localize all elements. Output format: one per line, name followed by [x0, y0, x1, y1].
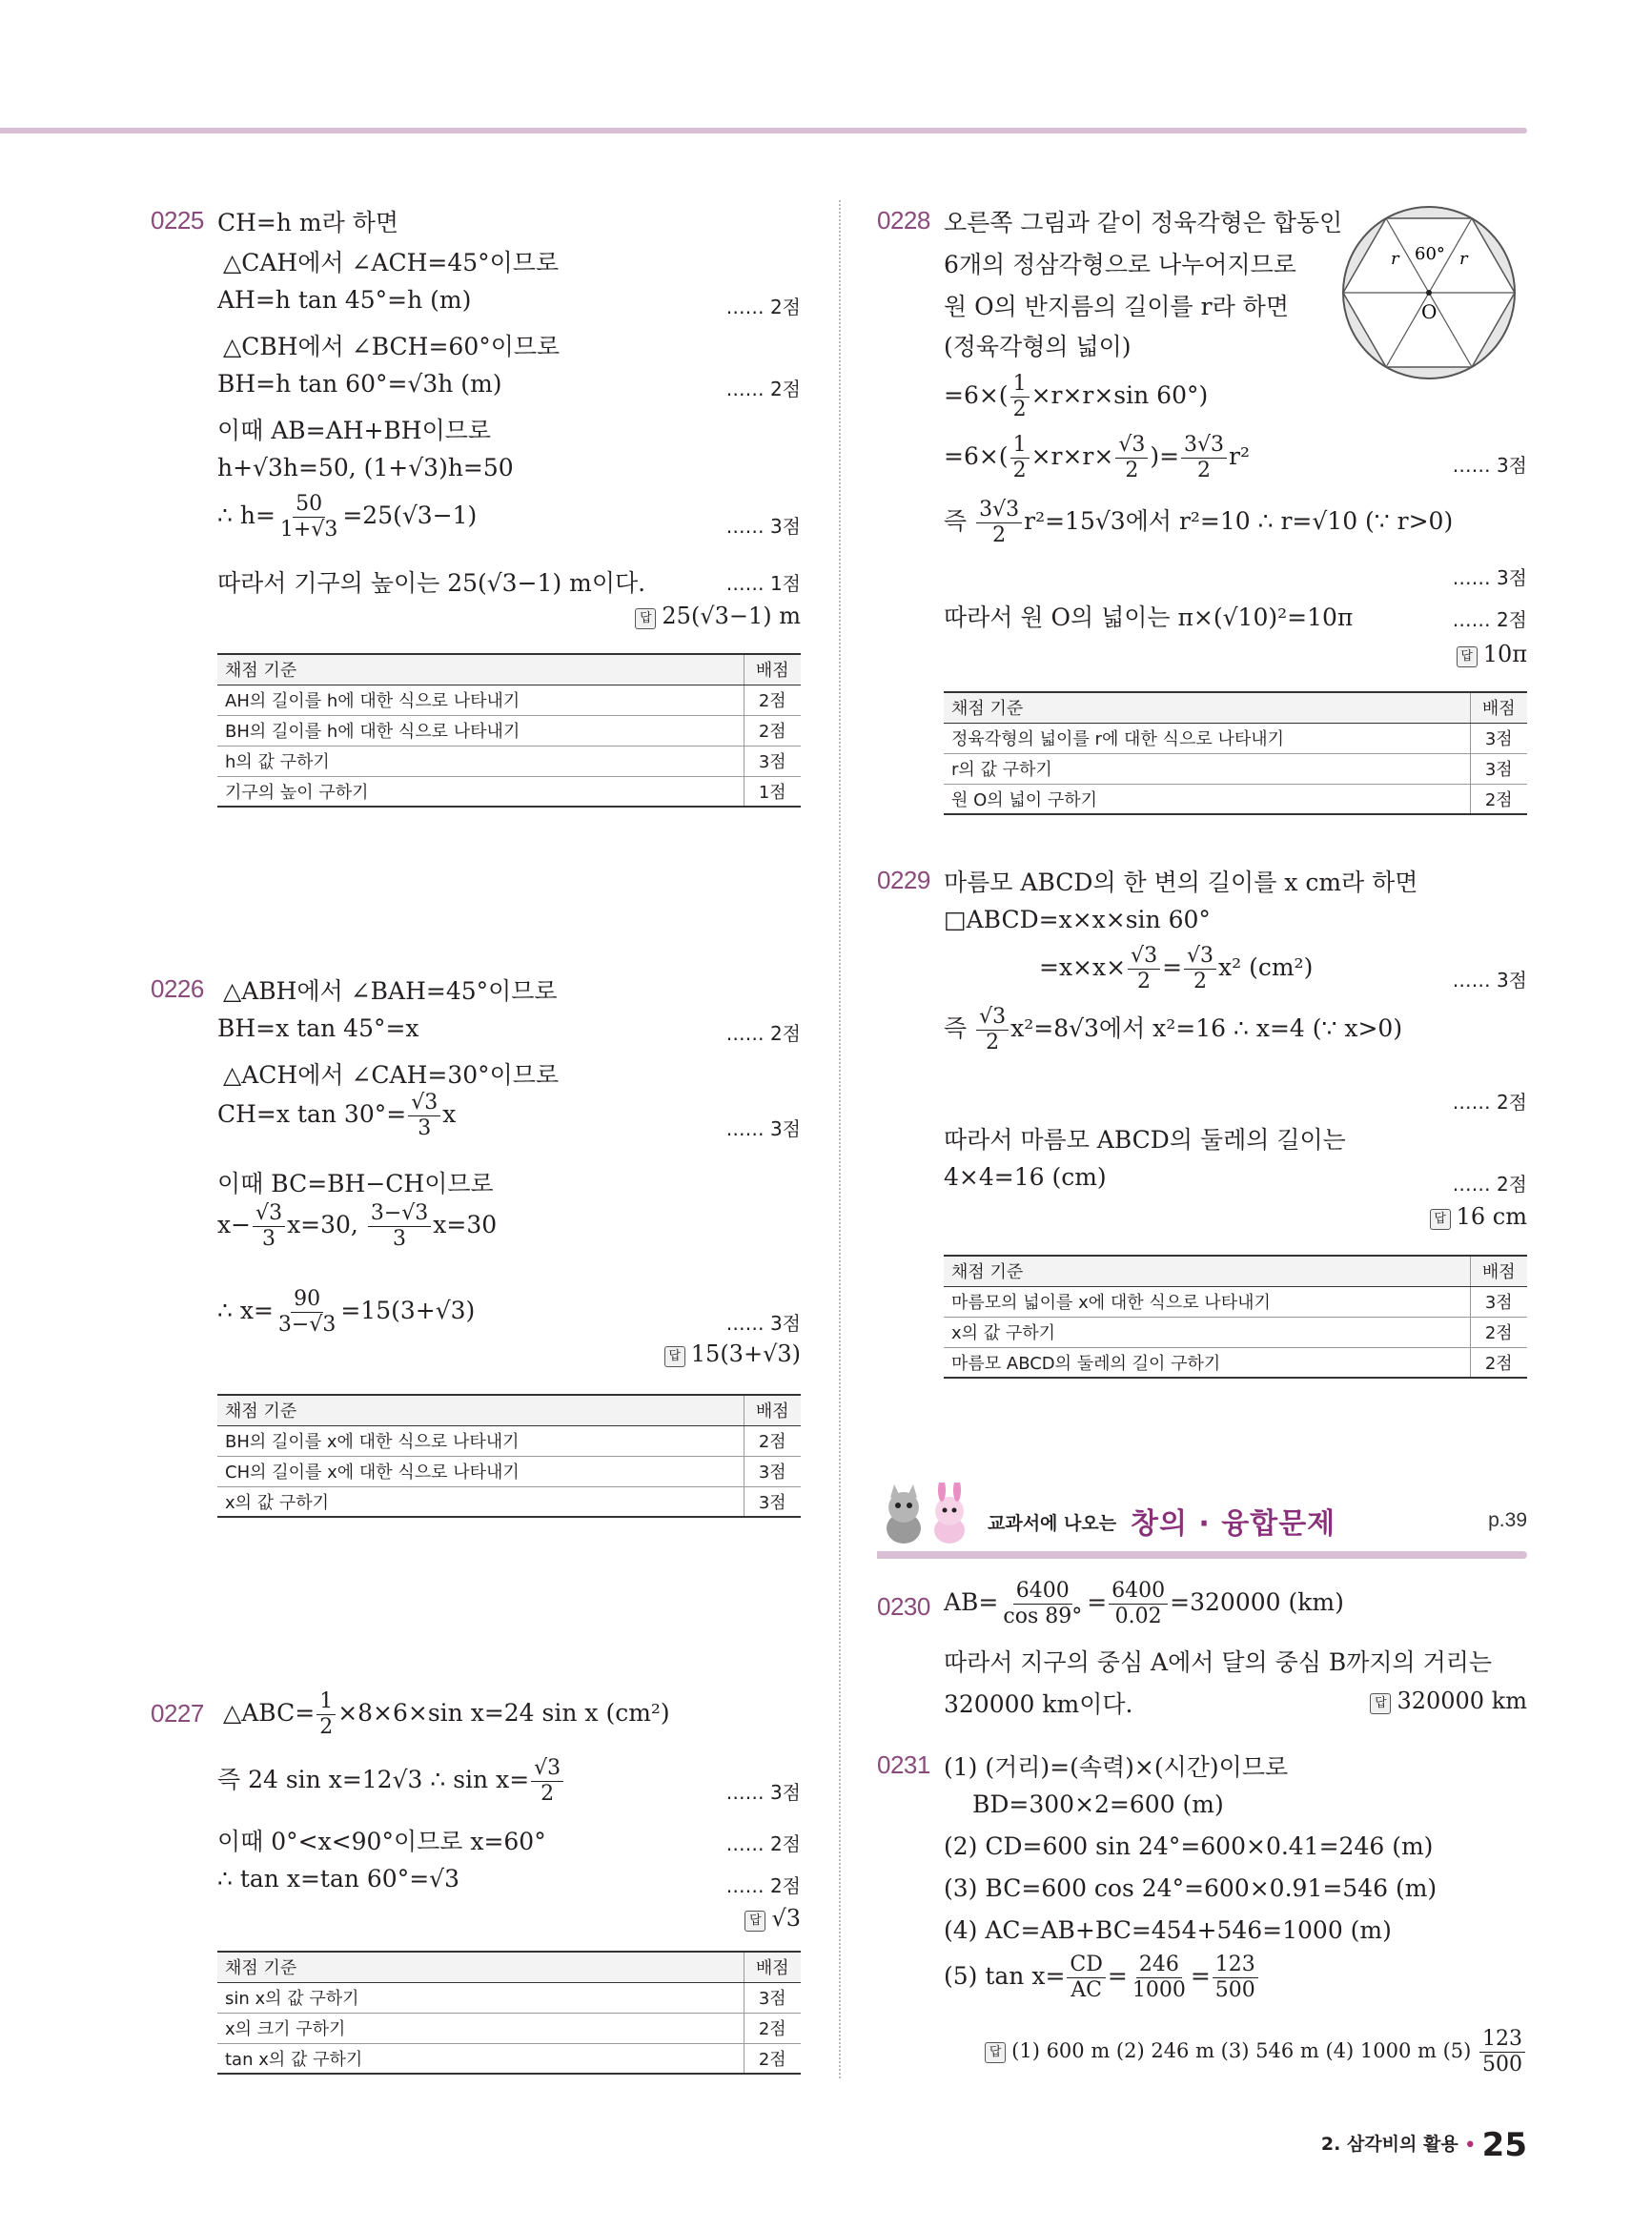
line	[944, 498, 1453, 548]
line	[217, 1091, 456, 1141]
header-points: 배점	[1470, 1256, 1527, 1286]
denominator: cos 89°	[1003, 1605, 1083, 1628]
line: h+√3h=50, (1+√3)h=50	[217, 454, 514, 481]
section-header	[877, 1483, 1527, 1559]
line: 따라서 마름모 ABCD의 둘레의 길이는	[944, 1126, 1346, 1154]
denominator: 3	[418, 1116, 432, 1140]
denominator: 3	[393, 1227, 407, 1251]
score: …… 3점	[1452, 454, 1527, 477]
numerator: √3	[408, 1091, 440, 1116]
points: 3점	[744, 746, 801, 776]
score: …… 2점	[725, 378, 801, 400]
table-row	[944, 1286, 1527, 1317]
problem-0231	[877, 1747, 1527, 2090]
score: …… 2점	[725, 1874, 801, 1897]
line: BH=x tan 45°=x	[217, 1014, 419, 1042]
fraction	[1128, 944, 1160, 994]
table-row	[944, 784, 1527, 814]
score: …… 3점	[1452, 566, 1527, 589]
problem-0227	[151, 1689, 801, 1947]
points: 3점	[1470, 753, 1527, 784]
answer-text: 10π	[1482, 641, 1527, 667]
line: ∴ tan x=tan 60°=√3	[217, 1865, 459, 1892]
fraction	[253, 1201, 285, 1252]
numerator: √3	[531, 1756, 563, 1782]
points: 3점	[744, 1456, 801, 1486]
text: ∴ x=	[217, 1297, 274, 1324]
header-criteria: 채점 기준	[217, 654, 744, 685]
table-row	[217, 1486, 801, 1517]
text: )=	[1150, 442, 1180, 470]
answer-mark-icon: 답	[1457, 646, 1478, 667]
problem-number: 0230	[877, 1592, 930, 1621]
line: BH=h tan 60°=√3h (m)	[217, 370, 502, 398]
answer-text: √3	[771, 1905, 801, 1932]
text: ×r×r×sin 60°)	[1030, 381, 1209, 409]
line: 원 O의 반지름의 길이를 r라 하면	[944, 293, 1289, 320]
line: AH=h tan 45°=h (m)	[217, 286, 472, 314]
fraction	[1109, 1579, 1168, 1629]
numerator: 123	[1479, 2027, 1525, 2053]
center-label: O	[1421, 300, 1438, 323]
fraction	[1010, 372, 1030, 422]
fraction	[275, 1287, 338, 1338]
answer	[1430, 1203, 1527, 1230]
denominator: 2	[1197, 459, 1212, 482]
denominator: 2	[1193, 970, 1208, 993]
criteria: r의 값 구하기	[944, 753, 1470, 784]
text: x=30,	[287, 1211, 366, 1238]
points: 2점	[1470, 1347, 1527, 1378]
text: x²=8√3에서 x²=16 ∴ x=4 (∵ x>0)	[1010, 1014, 1403, 1042]
table-row	[944, 753, 1527, 784]
chapter-label: 2. 삼각비의 활용	[1320, 2134, 1458, 2155]
line: (정육각형의 넓이)	[944, 333, 1132, 360]
line	[217, 492, 477, 542]
criteria: 마름모의 넓이를 x에 대한 식으로 나타내기	[944, 1286, 1470, 1317]
denominator: 2	[1012, 398, 1027, 421]
numerator: 246	[1136, 1953, 1182, 1978]
mascot-rabbit-eye	[943, 1508, 948, 1513]
line: △ACH에서 ∠CAH=30°이므로	[223, 1061, 560, 1089]
page-number: 25	[1481, 2126, 1527, 2164]
table-row	[217, 1456, 801, 1486]
score: …… 1점	[725, 572, 801, 595]
points: 2점	[744, 2043, 801, 2074]
line: 따라서 기구의 높이는 25(√3−1) m이다.	[217, 569, 646, 597]
table-row	[217, 776, 801, 807]
section-prefix: 교과서에 나오는	[988, 1513, 1117, 1534]
answer	[744, 1905, 801, 1932]
top-decor-bar	[0, 128, 1527, 133]
denominator: 2	[319, 1715, 334, 1739]
line: CH=h m라 하면	[217, 209, 399, 236]
table-header-row	[217, 1952, 801, 1982]
criteria: CH의 길이를 x에 대한 식으로 나타내기	[217, 1456, 744, 1486]
fraction	[1130, 1953, 1189, 2003]
line: 320000 km이다.	[944, 1690, 1133, 1718]
points: 2점	[744, 2013, 801, 2043]
answer-mark-icon: 답	[985, 2042, 1006, 2063]
problem-number: 0228	[877, 206, 930, 235]
line	[944, 1005, 1402, 1055]
text: CH=x tan 30°=	[217, 1100, 407, 1128]
denominator: AC	[1071, 1978, 1103, 2002]
table-row	[944, 1317, 1527, 1347]
numerator: 1	[1010, 372, 1030, 398]
line: 따라서 지구의 중심 A에서 달의 중심 B까지의 거리는	[944, 1648, 1493, 1676]
points: 3점	[744, 1982, 801, 2013]
denominator: 2	[1012, 459, 1027, 482]
line: △CAH에서 ∠ACH=45°이므로	[223, 249, 560, 276]
problem-0230	[877, 1579, 1527, 1722]
numerator: 123	[1213, 1953, 1258, 1978]
text: ∴ h=	[217, 501, 275, 529]
text: r²=15√3에서 r²=10 ∴ r=√10 (∵ r>0)	[1024, 507, 1454, 535]
problem-0226	[151, 972, 801, 1392]
line	[944, 1953, 1260, 2003]
numerator: √3	[253, 1201, 285, 1227]
text: =	[1087, 1588, 1108, 1616]
header-criteria: 채점 기준	[944, 1256, 1470, 1286]
mascot-cat-eye	[907, 1503, 912, 1508]
table-header-row	[944, 692, 1527, 723]
line: △ABH에서 ∠BAH=45°이므로	[223, 977, 558, 1005]
score: …… 2점	[725, 1832, 801, 1855]
mascot-rabbit-head	[935, 1497, 964, 1525]
numerator: √3	[1115, 433, 1148, 459]
line	[944, 1579, 1344, 1629]
line	[217, 1201, 497, 1252]
score: …… 3점	[1452, 969, 1527, 992]
line	[223, 1689, 670, 1740]
text: =25(√3−1)	[342, 501, 478, 529]
denominator: 0.02	[1114, 1605, 1162, 1628]
line: 6개의 정삼각형으로 나누어지므로	[944, 251, 1296, 278]
fraction	[1115, 433, 1148, 483]
fraction	[976, 1005, 1009, 1055]
table-row	[217, 715, 801, 746]
numerator: √3	[1128, 944, 1160, 970]
page-footer	[1321, 2126, 1527, 2164]
text: 즉	[944, 1014, 975, 1042]
answer-text: 320000 km	[1397, 1688, 1527, 1714]
radius-label: r	[1391, 249, 1399, 269]
problem-number: 0229	[877, 866, 930, 894]
text: =6×(	[944, 381, 1009, 409]
header-points: 배점	[744, 1395, 801, 1425]
line: (2) CD=600 sin 24°=600×0.41=246 (m)	[944, 1832, 1434, 1860]
text: 즉 24 sin x=12√3 ∴ sin x=	[217, 1766, 530, 1793]
denominator: 2	[540, 1782, 555, 1806]
text: x² (cm²)	[1218, 953, 1314, 981]
points: 2점	[744, 1425, 801, 1456]
mascot-icon	[877, 1483, 982, 1551]
text: AB=	[944, 1588, 999, 1616]
denominator: 2	[1137, 970, 1152, 993]
table-row	[217, 1982, 801, 2013]
line	[217, 1756, 565, 1807]
problem-0229	[877, 862, 1527, 1230]
criteria: x의 값 구하기	[217, 1486, 744, 1517]
answer-mark-icon: 답	[635, 608, 656, 629]
header-criteria: 채점 기준	[217, 1395, 744, 1425]
problem-number: 0227	[151, 1699, 204, 1728]
criteria: 마름모 ABCD의 둘레의 길이 구하기	[944, 1347, 1470, 1378]
fraction	[1181, 433, 1227, 483]
text: =	[1107, 1962, 1128, 1990]
section-underline	[877, 1551, 1527, 1559]
line: BD=300×2=600 (m)	[972, 1790, 1224, 1818]
hexagon-figure	[1338, 202, 1519, 383]
numerator: 50	[293, 492, 325, 518]
fraction	[408, 1091, 440, 1141]
problem-0228	[877, 202, 1527, 679]
section-title: 창의 · 융합문제	[1131, 1507, 1336, 1541]
score: …… 2점	[1452, 1173, 1527, 1196]
fraction	[1213, 1953, 1258, 2003]
fraction	[1010, 433, 1030, 483]
line: (3) BC=600 cos 24°=600×0.91=546 (m)	[944, 1874, 1438, 1902]
points: 2점	[744, 715, 801, 746]
line	[1039, 944, 1313, 994]
criteria: BH의 길이를 h에 대한 식으로 나타내기	[217, 715, 744, 746]
answer	[985, 2027, 1527, 2077]
line	[944, 372, 1208, 422]
line: 4×4=16 (cm)	[944, 1163, 1107, 1191]
points: 3점	[744, 1486, 801, 1517]
grading-table-0228	[944, 691, 1527, 815]
criteria: AH의 길이를 h에 대한 식으로 나타내기	[217, 685, 744, 715]
grading-table-0226	[217, 1394, 801, 1518]
table-row	[217, 1425, 801, 1456]
line: (4) AC=AB+BC=454+546=1000 (m)	[944, 1916, 1392, 1944]
score: …… 2점	[1452, 608, 1527, 631]
line: 이때 AB=AH+BH이므로	[217, 417, 492, 444]
answer-mark-icon: 답	[1370, 1693, 1391, 1714]
grading-table-0225	[217, 653, 801, 808]
text: ×r×r×	[1030, 442, 1114, 470]
answer-mark-icon: 답	[1430, 1209, 1451, 1230]
answer	[1457, 641, 1527, 667]
points: 1점	[744, 776, 801, 807]
points: 2점	[1470, 1317, 1527, 1347]
problem-number: 0231	[877, 1750, 930, 1779]
mascot-cat-ear	[890, 1484, 900, 1498]
score: …… 3점	[725, 1781, 801, 1804]
denominator: 2	[992, 523, 1007, 547]
criteria: 원 O의 넓이 구하기	[944, 784, 1470, 814]
center-point	[1426, 290, 1432, 296]
denominator: 2	[986, 1031, 1000, 1054]
numerator: √3	[976, 1005, 1009, 1031]
angle-label: 60°	[1415, 244, 1445, 264]
bullet-icon: •	[1463, 2134, 1477, 2158]
answer-text: 15(3+√3)	[690, 1340, 801, 1367]
text: ×8×6×sin x=24 sin x (cm²)	[337, 1699, 670, 1727]
numerator: CD	[1067, 1953, 1105, 1978]
numerator: 6400	[1109, 1579, 1168, 1605]
answer-mark-icon: 답	[744, 1911, 765, 1932]
answer-text: 25(√3−1) m	[662, 603, 801, 629]
criteria: x의 값 구하기	[944, 1317, 1470, 1347]
criteria: x의 크기 구하기	[217, 2013, 744, 2043]
mascot-cat-eye	[895, 1503, 901, 1508]
numerator: 90	[291, 1287, 323, 1313]
points: 3점	[1470, 723, 1527, 753]
fraction	[1479, 2027, 1525, 2077]
criteria: tan x의 값 구하기	[217, 2043, 744, 2074]
answer-mark-icon: 답	[664, 1346, 685, 1367]
fraction	[368, 1201, 431, 1252]
header-criteria: 채점 기준	[217, 1952, 744, 1982]
text: =	[1190, 1962, 1211, 1990]
score: …… 3점	[725, 1117, 801, 1140]
table-row	[217, 2043, 801, 2074]
radius-label: r	[1459, 249, 1468, 269]
text: (5) tan x=	[944, 1962, 1066, 1990]
fraction	[531, 1756, 563, 1807]
table-row	[944, 1347, 1527, 1378]
denominator: 2	[1125, 459, 1139, 482]
mascot-cat-ear	[908, 1484, 917, 1498]
line: 이때 0°<x<90°이므로 x=60°	[217, 1828, 546, 1855]
text: x=30	[433, 1211, 498, 1238]
numerator: 1	[1010, 433, 1030, 459]
criteria: 정육각형의 넓이를 r에 대한 식으로 나타내기	[944, 723, 1470, 753]
table-row	[944, 723, 1527, 753]
answer	[664, 1340, 801, 1367]
answer-text: (1) 600 m (2) 246 m (3) 546 m (4) 1000 m (5)	[1011, 2039, 1478, 2062]
table-header-row	[944, 1256, 1527, 1286]
table-row	[217, 685, 801, 715]
denominator: 1000	[1132, 1978, 1186, 2002]
line: 오른쪽 그림과 같이 정육각형은 합동인	[944, 209, 1343, 236]
text: =15(3+√3)	[340, 1297, 476, 1324]
fraction	[277, 492, 340, 542]
answer	[1370, 1688, 1527, 1714]
score: …… 2점	[725, 1022, 801, 1045]
denominator: 1+√3	[279, 518, 338, 542]
table-header-row	[217, 1395, 801, 1425]
header-points: 배점	[744, 1952, 801, 1982]
numerator: 6400	[1013, 1579, 1072, 1605]
text: 즉	[944, 507, 975, 535]
grading-table-0227	[217, 1951, 801, 2075]
header-points: 배점	[744, 654, 801, 685]
criteria: BH의 길이를 x에 대한 식으로 나타내기	[217, 1425, 744, 1456]
fraction	[1184, 944, 1216, 994]
text: x	[442, 1100, 457, 1128]
numerator: 3√3	[1181, 433, 1227, 459]
fraction	[1000, 1579, 1085, 1629]
page-reference: p.39	[1488, 1509, 1527, 1531]
column-divider	[839, 200, 841, 2078]
numerator: 1	[316, 1689, 336, 1715]
criteria: h의 값 구하기	[217, 746, 744, 776]
score: …… 2점	[725, 296, 801, 318]
line: 이때 BC=BH−CH이므로	[217, 1170, 494, 1197]
line: △CBH에서 ∠BCH=60°이므로	[223, 333, 561, 360]
text: △ABC=	[223, 1699, 316, 1727]
score: …… 3점	[725, 515, 801, 538]
criteria: sin x의 값 구하기	[217, 1982, 744, 2013]
denominator: 3−√3	[277, 1313, 337, 1337]
fraction	[1067, 1953, 1105, 2003]
text: r²	[1229, 442, 1251, 470]
problem-number: 0226	[151, 974, 204, 1003]
points: 2점	[1470, 784, 1527, 814]
numerator: 3−√3	[368, 1201, 431, 1227]
numerator: √3	[1184, 944, 1216, 970]
text: x−	[217, 1211, 252, 1238]
line	[217, 1287, 475, 1338]
fraction	[976, 498, 1022, 548]
answer-text: 16 cm	[1456, 1203, 1527, 1230]
table-row	[217, 2013, 801, 2043]
points: 3점	[1470, 1286, 1527, 1317]
text: =	[1162, 953, 1183, 981]
answer	[635, 603, 801, 629]
score: …… 2점	[1452, 1091, 1527, 1114]
line: (1) (거리)=(속력)×(시간)이므로	[944, 1753, 1289, 1781]
fraction	[316, 1689, 336, 1740]
table-header-row	[217, 654, 801, 685]
text: =320000 (km)	[1170, 1588, 1344, 1616]
score: …… 3점	[725, 1312, 801, 1335]
grading-table-0229	[944, 1255, 1527, 1379]
denominator: 500	[1214, 1978, 1255, 2002]
numerator: 3√3	[976, 498, 1022, 523]
problem-number: 0225	[151, 206, 204, 235]
mascot-rabbit-eye	[952, 1508, 957, 1513]
denominator: 3	[262, 1227, 276, 1251]
text: =x×x×	[1039, 953, 1127, 981]
points: 2점	[744, 685, 801, 715]
table-row	[217, 746, 801, 776]
denominator: 500	[1482, 2053, 1522, 2077]
line: □ABCD=x×x×sin 60°	[944, 906, 1211, 933]
criteria: 기구의 높이 구하기	[217, 776, 744, 807]
line	[944, 433, 1250, 483]
header-criteria: 채점 기준	[944, 692, 1470, 723]
line: 마름모 ABCD의 한 변의 길이를 x cm라 하면	[944, 869, 1418, 896]
line: 따라서 원 O의 넓이는 π×(√10)²=10π	[944, 604, 1354, 631]
header-points: 배점	[1470, 692, 1527, 723]
text: =6×(	[944, 442, 1009, 470]
